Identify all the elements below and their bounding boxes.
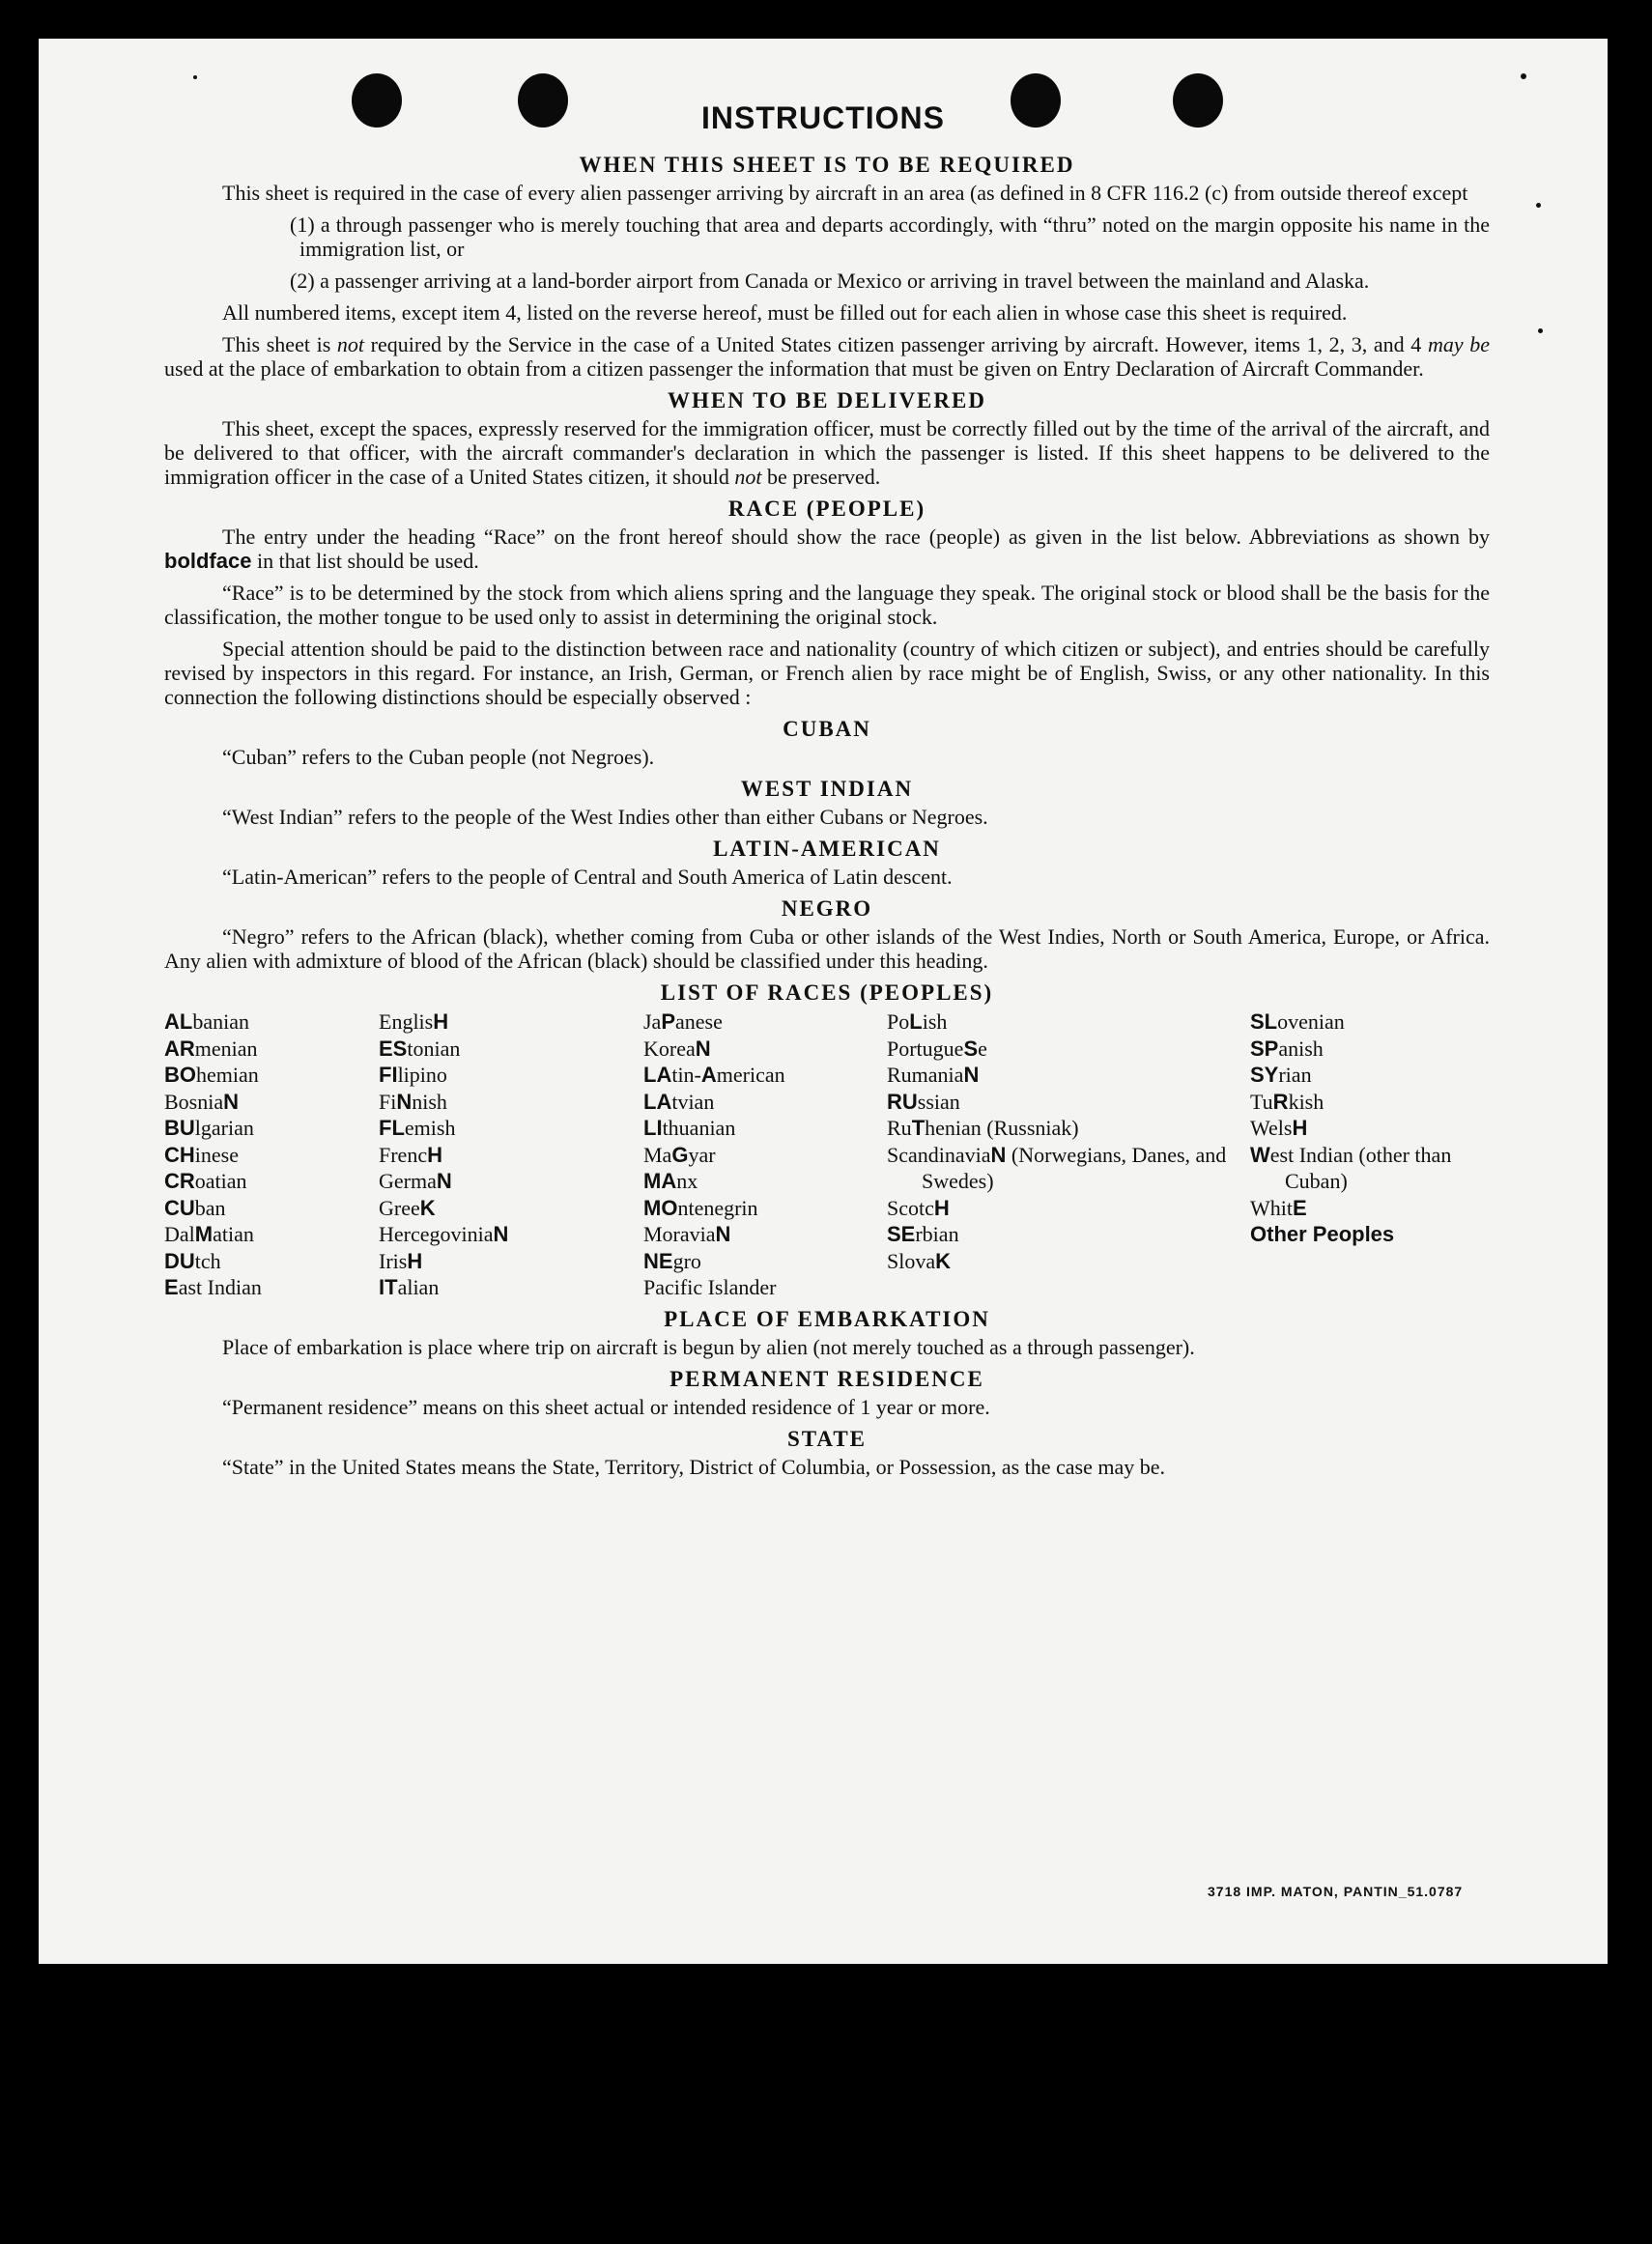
race-item	[1250, 1115, 1490, 1142]
section-heading: STATE	[786, 1426, 867, 1451]
race-text: Pacific Islander	[643, 1275, 777, 1299]
race-item	[1250, 1089, 1490, 1116]
race-abbrev: H	[933, 1195, 950, 1220]
race-text: Tu	[1250, 1089, 1273, 1114]
paragraph: “Cuban” refers to the Cuban people (not Negroes).	[222, 745, 655, 769]
race-item	[1250, 1008, 1490, 1036]
race-text: Moravia	[643, 1222, 716, 1246]
race-item	[887, 1195, 1250, 1222]
race-text: Dal	[164, 1222, 195, 1246]
text-run: in that list should be used.	[251, 549, 479, 573]
race-abbrev: N	[715, 1222, 731, 1246]
race-text: Korea	[643, 1036, 696, 1061]
race-text: hemian	[196, 1063, 259, 1087]
race-abbrev: T	[911, 1116, 926, 1140]
race-text: alian	[397, 1275, 440, 1299]
speck	[1538, 328, 1543, 333]
text-run: This sheet is	[222, 332, 337, 356]
text-run: used at the place of embarkation to obtain from a citizen passenger the information that must be given on Entry Declaration of Aircraft Commander.	[164, 356, 1424, 381]
race-abbrev: N	[223, 1089, 240, 1114]
race-text: ssian	[917, 1089, 960, 1114]
race-item	[643, 1036, 887, 1063]
race-text: Ma	[643, 1142, 672, 1167]
race-item	[643, 1115, 887, 1142]
race-item	[643, 1168, 887, 1195]
race-text: Hercegovinia	[379, 1222, 494, 1246]
race-item	[887, 1089, 1250, 1116]
race-text: kish	[1288, 1089, 1324, 1114]
race-abbrev: LA	[643, 1063, 672, 1087]
race-abbrev: MO	[643, 1195, 678, 1220]
race-item	[379, 1142, 643, 1169]
race-text: Fi	[379, 1089, 397, 1114]
race-item	[887, 1036, 1250, 1063]
race-text: Portugue	[887, 1036, 964, 1061]
race-text: Iris	[379, 1248, 408, 1273]
race-item	[643, 1221, 887, 1248]
race-text: emish	[404, 1116, 456, 1140]
race-text: oatian	[194, 1169, 247, 1193]
race-column	[1250, 1008, 1490, 1301]
race-text: ovenian	[1277, 1009, 1345, 1034]
section-heading: NEGRO	[781, 896, 873, 921]
race-abbrev: ES	[379, 1036, 408, 1061]
race-item	[1250, 1142, 1490, 1195]
emphasis: may be	[1427, 332, 1491, 356]
race-item	[1250, 1036, 1490, 1063]
race-abbrev: N	[436, 1169, 452, 1193]
race-abbrev: N	[963, 1063, 980, 1087]
race-abbrev: CH	[164, 1142, 195, 1167]
race-abbrev: H	[427, 1142, 442, 1167]
race-item	[643, 1008, 887, 1036]
race-abbrev: H	[433, 1009, 449, 1034]
race-text: tvian	[671, 1089, 715, 1114]
race-item	[164, 1062, 379, 1089]
race-abbrev: IT	[379, 1275, 398, 1299]
section-heading: LIST OF RACES (PEOPLES)	[660, 980, 994, 1005]
document-sheet	[39, 39, 1608, 1964]
race-abbrev: N	[990, 1142, 1007, 1167]
race-item	[379, 1062, 643, 1089]
race-text: merican	[716, 1063, 785, 1087]
race-item	[887, 1221, 1250, 1248]
race-text: henian (Russniak)	[925, 1116, 1079, 1140]
race-abbrev: CR	[164, 1169, 195, 1193]
paragraph: “Negro” refers to the African (black), whether coming from Cuba or other islands of the West Indies, North or South America, Europe, or Africa. Any alien with admixture of blood of the African (black) should be classified under this heading.	[164, 924, 1490, 973]
speck	[1536, 203, 1541, 208]
race-item	[164, 1221, 379, 1248]
race-abbrev: W	[1250, 1142, 1270, 1167]
race-text: Scotc	[887, 1195, 934, 1220]
section-heading: WHEN TO BE DELIVERED	[668, 388, 986, 412]
race-item	[1250, 1221, 1490, 1248]
race-abbrev: P	[661, 1009, 676, 1034]
race-abbrev: MA	[643, 1169, 677, 1193]
race-text: atian	[213, 1222, 254, 1246]
section-heading: LATIN-AMERICAN	[713, 837, 941, 861]
race-abbrev: H	[1292, 1116, 1308, 1140]
race-text: Wels	[1250, 1116, 1293, 1140]
race-abbrev: N	[493, 1222, 509, 1246]
race-abbrev: Other Peoples	[1250, 1222, 1395, 1246]
race-text: inese	[194, 1142, 239, 1167]
race-item	[164, 1248, 379, 1275]
race-item	[887, 1008, 1250, 1036]
race-item	[379, 1274, 643, 1301]
race-abbrev: A	[700, 1063, 717, 1087]
race-item	[379, 1248, 643, 1275]
race-text: tch	[194, 1248, 221, 1273]
speck	[193, 75, 197, 79]
race-abbrev: CU	[164, 1195, 195, 1220]
section-heading: RACE (PEOPLE)	[727, 497, 926, 521]
exception-item: (2) a passenger arriving at a land-border airport from Canada or Mexico or arriving in travel between the mainland and Alaska.	[290, 269, 1370, 293]
speck	[1521, 73, 1526, 79]
race-column	[164, 1008, 379, 1301]
race-abbrev: E	[164, 1275, 179, 1299]
race-abbrev: K	[419, 1195, 436, 1220]
paragraph	[164, 525, 1490, 573]
paragraph: “State” in the United States means the State, Territory, District of Columbia, or Possession, as the case may be.	[222, 1454, 1166, 1479]
race-text: Englis	[379, 1009, 434, 1034]
race-abbrev: R	[1272, 1089, 1289, 1114]
race-abbrev: AR	[164, 1036, 195, 1061]
paragraph	[164, 416, 1490, 489]
printer-footnote: 3718 IMP. MATON, PANTIN_51.0787	[1208, 1884, 1464, 1899]
race-text: ish	[922, 1009, 948, 1034]
race-text: Scandinavia	[887, 1142, 991, 1167]
race-item	[164, 1115, 379, 1142]
race-text: Slova	[887, 1248, 936, 1273]
race-text: anese	[675, 1009, 723, 1034]
race-text: Frenc	[379, 1142, 428, 1167]
section-heading: PERMANENT RESIDENCE	[669, 1366, 984, 1391]
race-text: menian	[194, 1036, 258, 1061]
race-abbrev: N	[396, 1089, 413, 1114]
race-text: e	[978, 1036, 987, 1061]
race-item	[643, 1274, 887, 1301]
race-item	[887, 1248, 1250, 1275]
paragraph: “Race” is to be determined by the stock from which aliens spring and the language they speak. The original stock or blood shall be the basis for the classification, the mother tongue to be used only to assist in determining the original stock.	[164, 581, 1490, 629]
race-abbrev: FI	[379, 1063, 398, 1087]
paragraph: Special attention should be paid to the distinction between race and nationality (country of which citizen or subject), and entries should be carefully revised by inspectors in this regard. For instance, an Irish, German, or French alien by race might be of English, Swiss, or any other nationality. In this connection the following distinctions should be especially observed :	[164, 637, 1490, 709]
section-heading: CUBAN	[783, 717, 871, 741]
paragraph: “West Indian” refers to the people of the West Indies other than either Cubans or Negroes.	[222, 805, 988, 829]
text-run: This sheet, except the spaces, expressly reserved for the immigration officer, must be correctly filled out by the time of the arrival of the aircraft, and be delivered to that officer, with the aircraft commander's declaration in which the passenger is listed. If this sheet happens to be delivered to the immigration officer in the case of a United States citizen, it should	[164, 416, 1490, 489]
race-abbrev: G	[671, 1142, 689, 1167]
race-abbrev: AL	[164, 1009, 193, 1034]
race-text: banian	[192, 1009, 249, 1034]
race-item	[379, 1115, 643, 1142]
paragraph: Place of embarkation is place where trip on aircraft is begun by alien (not merely touched as a through passenger).	[222, 1334, 1195, 1359]
paragraph: All numbered items, except item 4, listed on the reverse hereof, must be filled out for each alien in whose case this sheet is required.	[222, 300, 1348, 325]
race-abbrev: SY	[1250, 1063, 1279, 1087]
race-item	[164, 1142, 379, 1169]
race-abbrev: N	[695, 1036, 711, 1061]
race-text: ast Indian	[178, 1275, 262, 1299]
exception-item: (1) a through passenger who is merely touching that area and departs accordingly, with “thru” noted on the margin opposite his name in the immigration list, or	[290, 213, 1490, 261]
race-text: ntenegrin	[677, 1195, 758, 1220]
race-text: anish	[1278, 1036, 1324, 1061]
race-text: Bosnia	[164, 1089, 224, 1114]
race-abbrev: LA	[643, 1089, 672, 1114]
race-column	[643, 1008, 887, 1301]
page-title: INSTRUCTIONS	[701, 100, 945, 135]
race-item	[164, 1036, 379, 1063]
race-list	[164, 1008, 1490, 1301]
race-text: Ja	[643, 1009, 662, 1034]
race-abbrev: RU	[887, 1089, 918, 1114]
race-abbrev: SP	[1250, 1036, 1279, 1061]
race-abbrev: FL	[379, 1116, 405, 1140]
race-abbrev: BU	[164, 1116, 195, 1140]
text-run: required by the Service in the case of a United States citizen passenger arriving by aircraft. However, items 1, 2, 3, and 4	[364, 332, 1428, 356]
race-item	[379, 1195, 643, 1222]
race-text: Ru	[887, 1116, 912, 1140]
emphasis: not	[336, 332, 365, 356]
race-text: nish	[412, 1089, 447, 1114]
race-text: lipino	[397, 1063, 447, 1087]
race-abbrev: DU	[164, 1248, 195, 1273]
race-text: ban	[194, 1195, 226, 1220]
boldface-word: boldface	[164, 549, 252, 573]
race-text: yar	[688, 1142, 716, 1167]
race-item	[643, 1195, 887, 1222]
race-item	[164, 1008, 379, 1036]
race-item	[643, 1062, 887, 1089]
race-item	[379, 1168, 643, 1195]
race-abbrev: SL	[1250, 1009, 1278, 1034]
section-heading: WHEN THIS SHEET IS TO BE REQUIRED	[579, 153, 1075, 177]
section-heading: PLACE OF EMBARKATION	[664, 1306, 990, 1331]
section-heading: WEST INDIAN	[740, 777, 914, 801]
race-column	[887, 1008, 1250, 1301]
race-item	[379, 1089, 643, 1116]
race-text: tin-	[671, 1063, 701, 1087]
race-item	[887, 1142, 1250, 1195]
race-item	[164, 1168, 379, 1195]
race-abbrev: S	[963, 1036, 979, 1061]
text-run: The entry under the heading “Race” on the front hereof should show the race (people) as given in the list below. Abbreviations as shown by	[222, 525, 1490, 549]
race-abbrev: SE	[887, 1222, 916, 1246]
race-text: gro	[672, 1248, 701, 1273]
race-text: Rumania	[887, 1063, 964, 1087]
race-item	[379, 1036, 643, 1063]
race-abbrev: E	[1293, 1195, 1307, 1220]
race-item	[164, 1089, 379, 1116]
race-abbrev: H	[407, 1248, 423, 1273]
race-text: Gree	[379, 1195, 420, 1220]
race-text: nx	[676, 1169, 698, 1193]
race-item	[887, 1062, 1250, 1089]
race-text: (Norwegians, Danes, and Swedes)	[922, 1142, 1227, 1193]
race-abbrev: BO	[164, 1063, 196, 1087]
race-abbrev: K	[935, 1248, 952, 1273]
race-text: Germa	[379, 1169, 437, 1193]
race-abbrev: M	[194, 1222, 214, 1246]
race-text: Whit	[1250, 1195, 1293, 1220]
race-text: Po	[887, 1009, 910, 1034]
race-item	[1250, 1195, 1490, 1222]
race-abbrev: NE	[643, 1248, 673, 1273]
race-item	[379, 1221, 643, 1248]
paragraph: “Permanent residence” means on this sheet actual or intended residence of 1 year or more.	[222, 1394, 990, 1419]
race-column	[379, 1008, 643, 1301]
race-item	[887, 1115, 1250, 1142]
instructions-body	[164, 147, 1490, 1487]
text-run: be preserved.	[761, 465, 881, 489]
race-text: lgarian	[194, 1116, 254, 1140]
race-item	[643, 1142, 887, 1169]
race-item	[1250, 1062, 1490, 1089]
race-item	[164, 1274, 379, 1301]
race-item	[643, 1089, 887, 1116]
race-text: tonian	[407, 1036, 461, 1061]
paragraph: This sheet is required in the case of every alien passenger arriving by aircraft in an area (as defined in 8 CFR 116.2 (c) from outside thereof except	[222, 181, 1468, 205]
race-abbrev: L	[909, 1009, 923, 1034]
race-item	[164, 1195, 379, 1222]
race-text: est Indian (other than Cuban)	[1269, 1142, 1452, 1193]
race-item	[379, 1008, 643, 1036]
paragraph	[164, 332, 1490, 381]
paragraph: “Latin-American” refers to the people of Central and South America of Latin descent.	[222, 865, 953, 889]
race-item	[643, 1248, 887, 1275]
race-abbrev: LI	[643, 1116, 663, 1140]
race-text: rbian	[915, 1222, 959, 1246]
race-text: thuanian	[662, 1116, 736, 1140]
emphasis: not	[734, 465, 762, 489]
race-text: rian	[1278, 1063, 1312, 1087]
